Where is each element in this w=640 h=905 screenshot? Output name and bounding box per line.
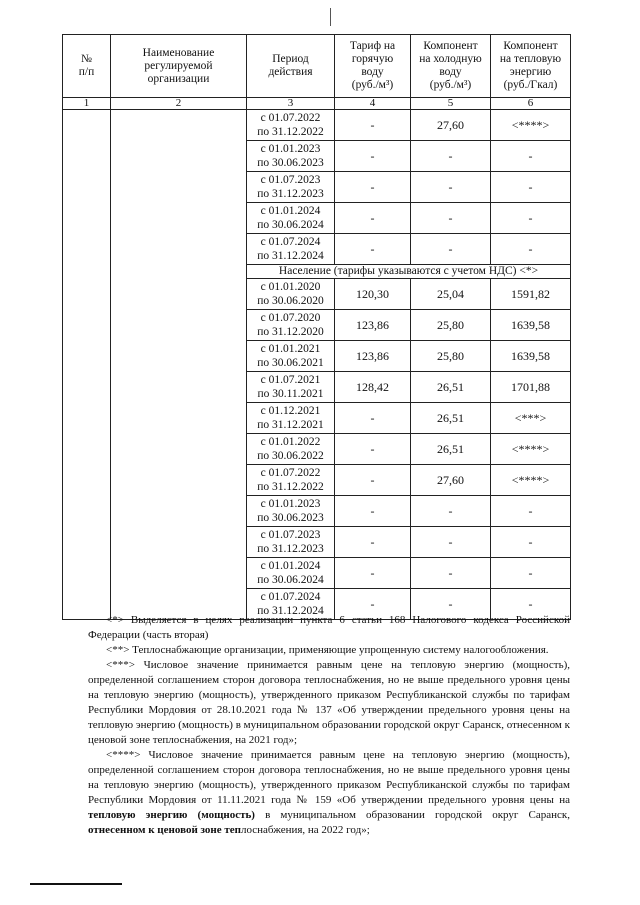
header-cold-text: Компонент на холодную воду (руб./м³) [419,40,482,91]
cell-heat-energy: 1639,58 [491,310,571,341]
table-header-row [63,35,571,98]
cell-num-empty [63,110,111,620]
column-number: 4 [335,98,411,110]
column-number-row [63,98,571,110]
cell-period: с 01.07.2020 по 31.12.2020 [247,310,335,341]
header-org-text: Наименование регулируемой организации [142,46,215,85]
cell-cold-water: 25,80 [411,341,491,372]
column-number: 5 [411,98,491,110]
cell-org-empty [111,110,247,620]
header-period [247,35,335,98]
cell-period: с 01.01.2023 по 30.06.2023 [247,141,335,172]
footnote-4-text-end: лоснабжения, на 2022 год»; [241,824,370,836]
footnote-1: <*> Выделяется в целях реализации пункта 6 статьи 168 Налогового кодекса Российской Федерации (часть вторая) [88,614,570,641]
table-row [63,110,571,141]
cell-period: с 01.01.2024 по 30.06.2024 [247,203,335,234]
cell-hot-water: - [335,558,411,589]
cell-cold-water: 26,51 [411,403,491,434]
cell-cold-water: 25,04 [411,279,491,310]
header-num [63,35,111,98]
scan-artifact-line [330,8,331,26]
cell-heat-energy: <****> [491,465,571,496]
header-hot-water [335,35,411,98]
cell-period: с 01.07.2023 по 31.12.2023 [247,172,335,203]
cell-cold-water: - [411,496,491,527]
cell-period: с 01.01.2021 по 30.06.2021 [247,341,335,372]
cell-heat-energy: - [491,141,571,172]
header-hot-text: Тариф на горячую воду (руб./м³) [349,40,396,91]
cell-hot-water: - [335,141,411,172]
cell-period: с 01.07.2022 по 31.12.2022 [247,110,335,141]
cell-cold-water: 27,60 [411,465,491,496]
column-number: 1 [63,98,111,110]
header-heat-text: Компонент на тепловую энергию (руб./Гкал) [499,40,562,91]
cell-hot-water: - [335,496,411,527]
footnote-4-text: <****> Числовое значение принимается равным цене на тепловую энергию (мощность), определенной соглашением сторон договора теплоснабжения, но не выше предельного уровня цены на тепловую энергию (мощность), утвержденного приказом Республиканской службы по тарифам Республики Мордовия от 11.11.2021 года № 159 «Об утверждении предельного уровня цены на [88,749,570,806]
cell-cold-water: - [411,234,491,265]
footnote-2: <**> Теплоснабжающие организации, применяющие упрощенную систему налогообложения. [106,644,549,656]
tariff-table [62,34,571,620]
cell-heat-energy: <****> [491,434,571,465]
cell-period: с 01.07.2024 по 31.12.2024 [247,589,335,620]
cell-hot-water: - [335,527,411,558]
footnotes [88,613,570,838]
column-number: 6 [491,98,571,110]
footnote-4-text-mid: в муниципальном образовании городской округ Саранск, [254,809,570,821]
cell-period: с 01.07.2021 по 30.11.2021 [247,372,335,403]
cell-hot-water: - [335,234,411,265]
cell-heat-energy: 1639,58 [491,341,571,372]
header-period-text: Период действия [268,53,313,78]
cell-cold-water: 25,80 [411,310,491,341]
cell-cold-water: 26,51 [411,372,491,403]
cell-period: с 01.01.2022 по 30.06.2022 [247,434,335,465]
cell-hot-water: - [335,403,411,434]
cell-hot-water: - [335,434,411,465]
cell-heat-energy: - [491,172,571,203]
cell-period: с 01.07.2023 по 31.12.2023 [247,527,335,558]
footnote-4-bold-b: отнесенном к ценовой зоне теп [88,824,241,836]
cell-heat-energy: - [491,589,571,620]
cell-heat-energy: - [491,558,571,589]
cell-heat-energy: - [491,496,571,527]
cell-period: с 01.01.2020 по 30.06.2020 [247,279,335,310]
cell-cold-water: - [411,141,491,172]
cell-hot-water: 128,42 [335,372,411,403]
column-number: 2 [111,98,247,110]
cell-heat-energy: <****> [491,110,571,141]
cell-hot-water: - [335,465,411,496]
cell-hot-water: 120,30 [335,279,411,310]
cell-hot-water: - [335,110,411,141]
cell-heat-energy: - [491,527,571,558]
cell-period: с 01.01.2024 по 30.06.2024 [247,558,335,589]
cell-heat-energy: 1591,82 [491,279,571,310]
cell-heat-energy: - [491,234,571,265]
cell-hot-water: 123,86 [335,341,411,372]
cell-heat-energy: - [491,203,571,234]
footnote-4-bold-a: тепловую энергию (мощность) [88,809,255,821]
cell-hot-water: - [335,172,411,203]
cell-cold-water: 27,60 [411,110,491,141]
header-cold-water [411,35,491,98]
header-heat-energy [491,35,571,98]
cell-cold-water: - [411,558,491,589]
cell-period: с 01.07.2022 по 31.12.2022 [247,465,335,496]
cell-period: с 01.01.2023 по 30.06.2023 [247,496,335,527]
cell-cold-water: - [411,203,491,234]
cell-heat-energy: 1701,88 [491,372,571,403]
cell-hot-water: - [335,589,411,620]
cell-cold-water: - [411,589,491,620]
cell-period: с 01.07.2024 по 31.12.2024 [247,234,335,265]
cell-hot-water: 123,86 [335,310,411,341]
footnote-4 [88,748,570,838]
footnote-3: <***> Числовое значение принимается равным цене на тепловую энергию (мощность), определенной соглашением сторон договора теплоснабжения, но не выше предельного уровня цены на тепловую энергию (мощность), утвержденного приказом Республиканской службы по тарифам Республики Мордовия от 28.10.2021 года № 137 «Об утверждении предельного уровня цены на тепловую энергию (мощность) в муниципальном образовании городской округ Саранск, отнесенном к ценовой зоне теплоснабжения, на 2021 год»; [88,659,570,746]
header-num-text: № п/п [78,53,95,78]
footer-rule [30,883,122,885]
cell-period: с 01.12.2021 по 31.12.2021 [247,403,335,434]
cell-cold-water: 26,51 [411,434,491,465]
cell-cold-water: - [411,527,491,558]
column-number: 3 [247,98,335,110]
cell-hot-water: - [335,203,411,234]
cell-cold-water: - [411,172,491,203]
section-label: Население (тарифы указываются с учетом НДС) <*> [247,265,571,279]
header-organization [111,35,247,98]
cell-heat-energy: <***> [491,403,571,434]
